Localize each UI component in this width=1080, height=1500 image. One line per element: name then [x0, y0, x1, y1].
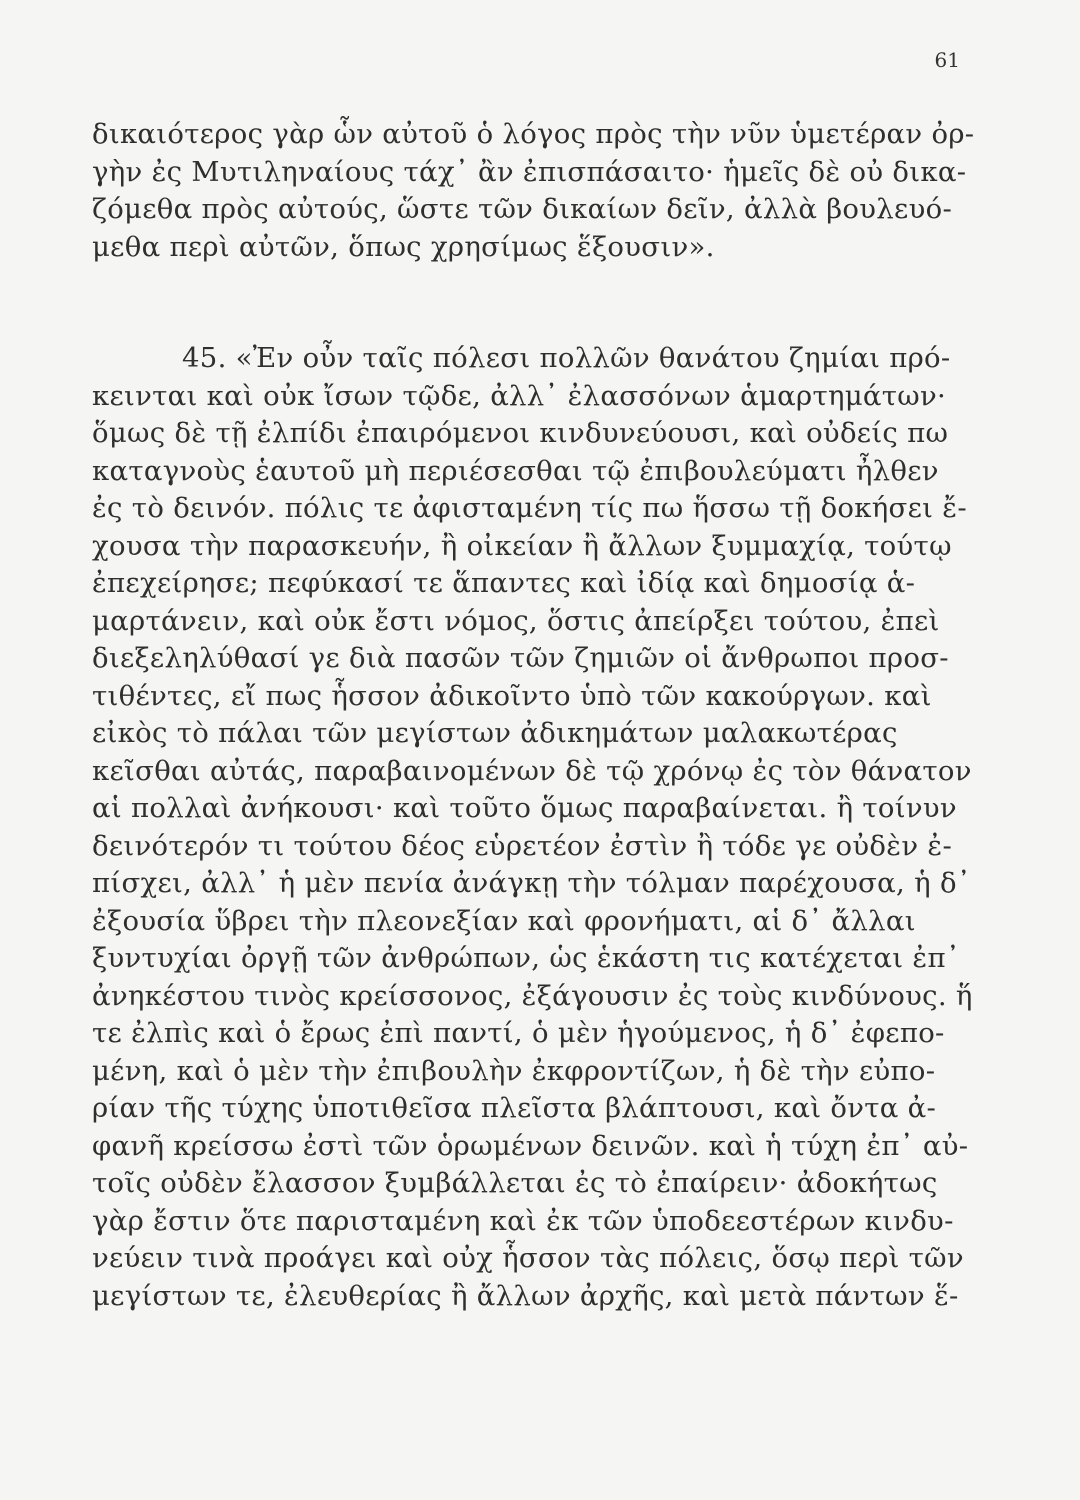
text-line: κεινται καὶ οὐκ ἴσων τῷδε, ἀλλ᾽ ἐλασσόνων ἁμαρτημάτων· [92, 379, 947, 412]
text-line: μαρτάνειν, καὶ οὐκ ἔστι νόμος, ὅστις ἀπείρξει τούτου, ἐπεὶ [92, 604, 940, 637]
text-line: ὅμως δὲ τῇ ἐλπίδι ἐπαιρόμενοι κινδυνεύουσι, καὶ οὐδείς πω [92, 417, 949, 449]
text-line: τιθέντες, εἴ πως ἧσσον ἀδικοῖντο ὑπὸ τῶν κακούργων. καὶ [92, 679, 932, 712]
text-line: μεθα περὶ αὐτῶν, ὅπως χρησίμως ἕξουσιν». [92, 230, 715, 263]
text-line: ξυντυχίαι ὀργῇ τῶν ἀνθρώπων, ὡς ἑκάστη τις κατέχεται ἐπ᾽ [92, 942, 960, 974]
text-line: νεύειν τινὰ προάγει καὶ οὐχ ἧσσον τὰς πόλεις, ὅσῳ περὶ τῶν [92, 1242, 964, 1274]
text-line: τοῖς οὐδὲν ἔλασσον ξυμβάλλεται ἐς τὸ ἐπαίρειν· ἀδοκήτως [92, 1167, 938, 1199]
text-line: διεξεληλύθασί γε διὰ πασῶν τῶν ζημιῶν οἱ ἄνθρωποι προσ- [92, 642, 949, 674]
text-line: φανῆ κρείσσω ἐστὶ τῶν ὁρωμένων δεινῶν. καὶ ἡ τύχη ἐπ᾽ αὐ- [92, 1129, 969, 1162]
text-line: δεινότερόν τι τούτου δέος εὑρετέον ἐστὶν ἢ τόδε γε οὐδὲν ἐ- [92, 829, 953, 862]
text-line: ἐς τὸ δεινόν. πόλις τε ἀφισταμένη τίς πω ἥσσω τῇ δοκήσει ἔ- [92, 492, 967, 524]
text-line: ἐξουσία ὕβρει τὴν πλεονεξίαν καὶ φρονήματι, αἱ δ᾽ ἄλλαι [92, 904, 916, 937]
paragraph-section-45 [92, 340, 972, 1315]
text-line: καταγνοὺς ἑαυτοῦ μὴ περιέσεσθαι τῷ ἐπιβουλεύματι ἦλθεν [92, 454, 939, 487]
text-line: χουσα τὴν παρασκευήν, ἢ οἰκείαν ἢ ἄλλων ξυμμαχίᾳ, τούτῳ [92, 529, 952, 562]
text-line: γὰρ ἔστιν ὅτε παρισταμένη καὶ ἐκ τῶν ὑποδεεστέρων κινδυ- [92, 1204, 954, 1237]
text-line: μένη, καὶ ὁ μὲν τὴν ἐπιβουλὴν ἐκφροντίζων, ἡ δὲ τὴν εὐπο- [92, 1054, 936, 1087]
text-line: εἰκὸς τὸ πάλαι τῶν μεγίστων ἀδικημάτων μαλακωτέρας [92, 717, 898, 749]
page-number: 61 [934, 48, 960, 72]
text-line: γὴν ἐς Μυτιληναίους τάχ᾽ ἂν ἐπισπάσαιτο· ἡμεῖς δὲ οὐ δικα- [92, 155, 967, 188]
text-line: ἐπεχείρησε; πεφύκασί τε ἅπαντες καὶ ἰδίᾳ καὶ δημοσίᾳ ἁ- [92, 567, 916, 599]
text-line: κεῖσθαι αὐτάς, παραβαινομένων δὲ τῷ χρόνῳ ἐς τὸν θάνατον [92, 754, 972, 787]
text-line: τε ἐλπὶς καὶ ὁ ἔρως ἐπὶ παντί, ὁ μὲν ἡγούμενος, ἡ δ᾽ ἐφεπο- [92, 1017, 945, 1049]
paragraph-continuation [92, 116, 975, 266]
text-line: πίσχει, ἀλλ᾽ ἡ μὲν πενία ἀνάγκῃ τὴν τόλμαν παρέχουσα, ἡ δ᾽ [92, 867, 971, 899]
text-line: 45. «Ἐν οὖν ταῖς πόλεσι πολλῶν θανάτου ζημίαι πρό- [182, 342, 951, 374]
text-line: δικαιότερος γὰρ ὧν αὐτοῦ ὁ λόγος πρὸς τὴν νῦν ὑμετέραν ὀρ- [92, 118, 975, 150]
text-line: ζόμεθα πρὸς αὐτούς, ὥστε τῶν δικαίων δεῖν, ἀλλὰ βουλευό- [92, 193, 953, 225]
text-line: ρίαν τῆς τύχης ὑποτιθεῖσα πλεῖστα βλάπτουσι, καὶ ὄντα ἀ- [92, 1092, 937, 1124]
text-line: ἀνηκέστου τινὸς κρείσσονος, ἐξάγουσιν ἐς τοὺς κινδύνους. ἥ [92, 979, 973, 1012]
text-line: αἱ πολλαὶ ἀνήκουσι· καὶ τοῦτο ὅμως παραβαίνεται. ἢ τοίνυν [92, 792, 957, 824]
text-line: μεγίστων τε, ἐλευθερίας ἢ ἄλλων ἀρχῆς, καὶ μετὰ πάντων ἕ- [92, 1279, 959, 1312]
